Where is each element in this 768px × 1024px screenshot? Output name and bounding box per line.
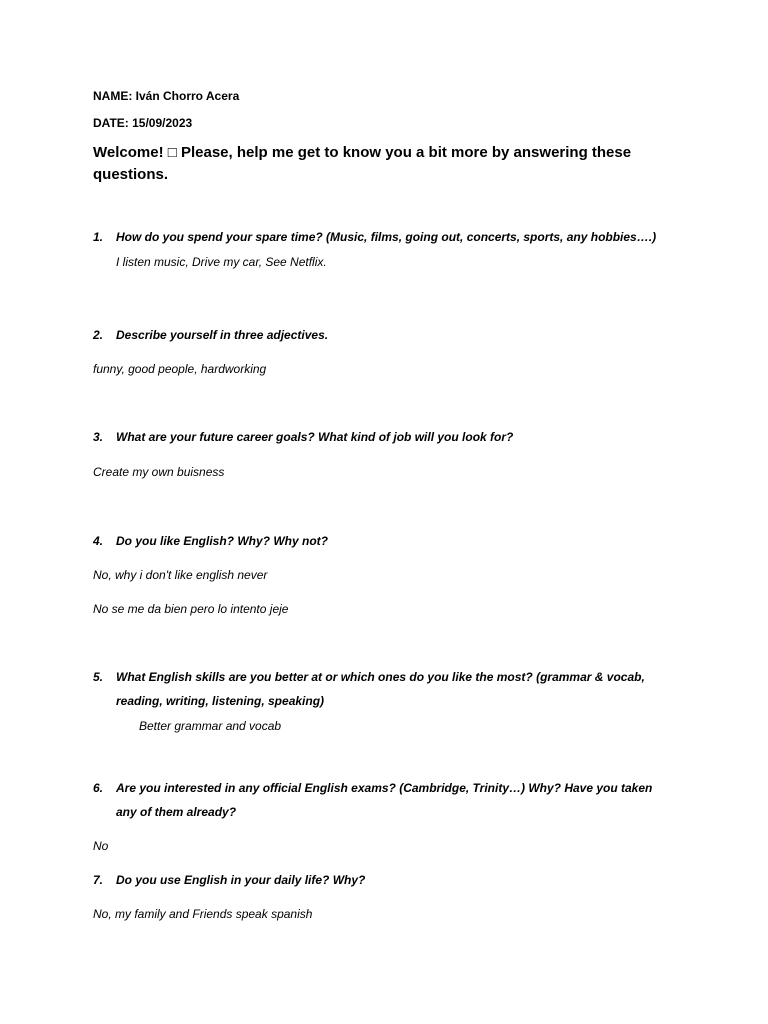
question-number: 7.	[93, 873, 104, 887]
answer-text: No se me da bien pero lo intento jeje	[93, 602, 289, 616]
answer-text: No, my family and Friends speak spanish	[93, 907, 313, 921]
answer-text: Create my own buisness	[93, 465, 225, 479]
question-text: reading, writing, listening, speaking)	[116, 694, 325, 708]
name-line: NAME: Iván Chorro Acera	[93, 89, 240, 103]
question-number: 4.	[93, 534, 104, 548]
question-text: Do you use English in your daily life? Why?	[116, 873, 366, 887]
welcome-heading-line-1: Welcome! □ Please, help me get to know you a bit more by answering these	[93, 144, 632, 161]
welcome-heading-line-2: questions.	[93, 166, 169, 183]
answer-text: I listen music, Drive my car, See Netflix.	[116, 255, 327, 269]
question-text: How do you spend your spare time? (Music, films, going out, concerts, sports, any hobbies….)	[116, 230, 657, 244]
question-text: Describe yourself in three adjectives.	[116, 328, 329, 342]
question-text: any of them already?	[116, 805, 237, 819]
question-text: What are your future career goals? What kind of job will you look for?	[116, 430, 514, 444]
answer-text: No, why i don't like english never	[93, 568, 268, 582]
question-number: 6.	[93, 781, 104, 795]
question-text: Are you interested in any official English exams? (Cambridge, Trinity…) Why? Have you taken	[116, 781, 653, 795]
answer-text: Better grammar and vocab	[139, 719, 282, 733]
answer-text: funny, good people, hardworking	[93, 362, 267, 376]
question-text: Do you like English? Why? Why not?	[116, 534, 328, 548]
question-number: 1.	[93, 230, 104, 244]
question-number: 5.	[93, 670, 104, 684]
question-number: 3.	[93, 430, 104, 444]
date-line: DATE: 15/09/2023	[93, 116, 193, 130]
question-text: What English skills are you better at or which ones do you like the most? (grammar & vocab,	[116, 670, 645, 684]
question-number: 2.	[93, 328, 104, 342]
answer-text: No	[93, 839, 109, 853]
